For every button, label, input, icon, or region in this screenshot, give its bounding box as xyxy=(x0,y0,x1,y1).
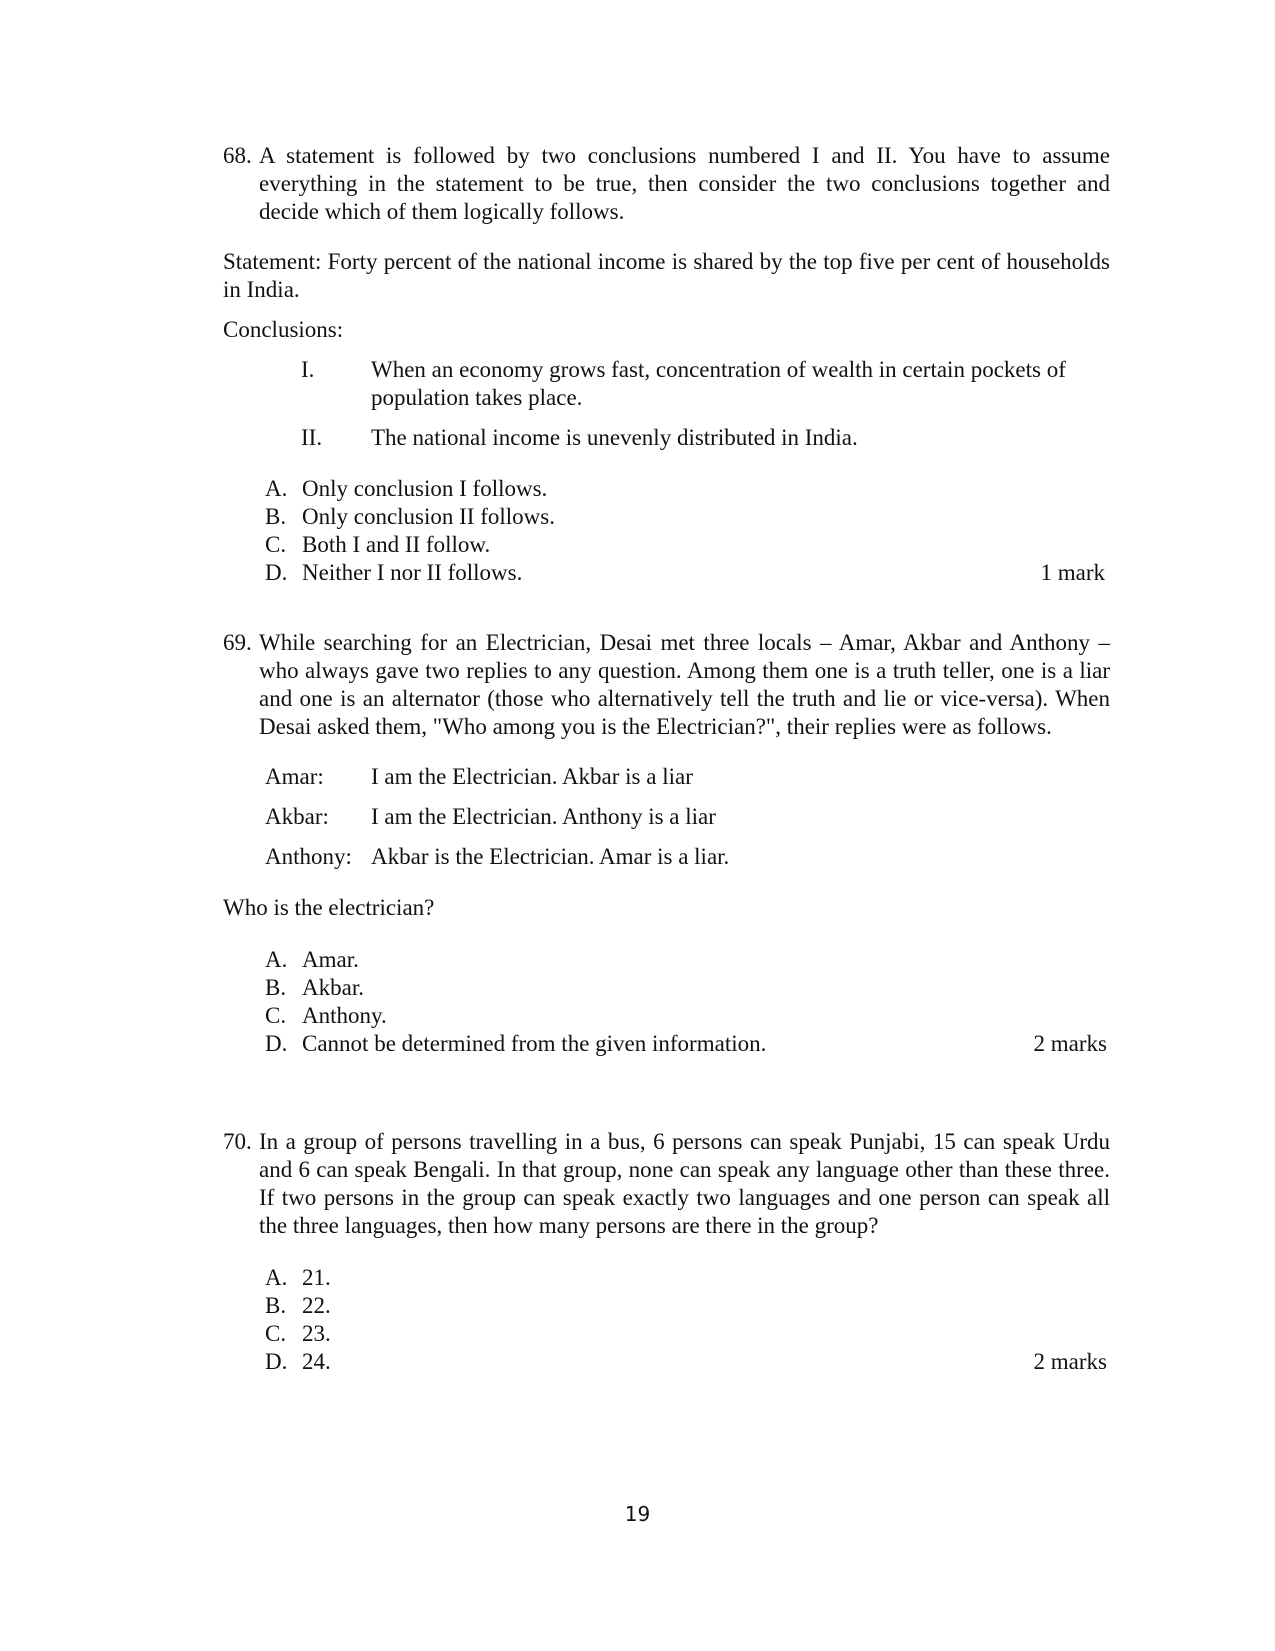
option-b xyxy=(265,1292,1110,1320)
conclusion-text: When an economy grows fast, concentration of wealth in certain pockets of population takes place. xyxy=(371,357,1066,410)
option-text: Only conclusion II follows. xyxy=(302,504,555,529)
option-text: 21. xyxy=(302,1265,331,1290)
option-letter: D. xyxy=(265,560,288,585)
option-text: Cannot be determined from the given information. xyxy=(302,1031,767,1056)
reply-item xyxy=(265,763,1110,791)
question-text: In a group of persons travelling in a bus, 6 persons can speak Punjabi, 15 can speak Urdu and 6 can speak Bengali. In that group, none can speak any language other than these three. If two persons in the group can speak exactly two languages and one person can speak all the three languages, then how many persons are there in the group? xyxy=(259,1129,1110,1238)
marks-label: 1 mark xyxy=(1040,560,1105,585)
marks-label: 2 marks xyxy=(1033,1349,1107,1374)
conclusion-item xyxy=(301,356,1110,412)
options-list xyxy=(223,946,1110,1058)
question-68 xyxy=(223,142,1110,587)
option-text: Both I and II follow. xyxy=(302,532,491,557)
question-69 xyxy=(223,629,1110,1058)
question-70 xyxy=(223,1128,1110,1376)
question-number: 70. xyxy=(223,1129,252,1154)
speaker-name: Akbar: xyxy=(265,804,329,829)
option-d xyxy=(265,559,1110,587)
speaker-reply: Akbar is the Electrician. Amar is a liar. xyxy=(371,844,730,869)
option-letter: A. xyxy=(265,1265,288,1290)
option-d xyxy=(265,1030,1110,1058)
speaker-reply: I am the Electrician. Anthony is a liar xyxy=(371,804,716,829)
option-text: Amar. xyxy=(302,947,359,972)
conclusion-text: The national income is unevenly distributed in India. xyxy=(371,425,858,450)
statement-text: Statement: Forty percent of the national income is shared by the top five per cent of households in India. xyxy=(223,249,1110,302)
option-letter: A. xyxy=(265,947,288,972)
option-letter: C. xyxy=(265,532,287,557)
reply-item xyxy=(265,843,1110,871)
option-a xyxy=(265,946,1110,974)
option-letter: B. xyxy=(265,1293,287,1318)
replies-list xyxy=(223,763,1110,871)
options-list xyxy=(223,475,1110,587)
option-text: Neither I nor II follows. xyxy=(302,560,523,585)
option-d xyxy=(265,1348,1110,1376)
options-list xyxy=(223,1264,1110,1376)
option-c xyxy=(265,1002,1110,1030)
option-letter: D. xyxy=(265,1349,288,1374)
question-stem xyxy=(223,1128,1110,1240)
option-text: 22. xyxy=(302,1293,331,1318)
option-c xyxy=(265,531,1110,559)
question-stem xyxy=(223,142,1110,226)
reply-item xyxy=(265,803,1110,831)
question-stem xyxy=(223,629,1110,741)
conclusion-number: II. xyxy=(301,425,323,450)
question-number: 69. xyxy=(223,630,252,655)
option-letter: A. xyxy=(265,476,288,501)
option-text: 23. xyxy=(302,1321,331,1346)
question-text: While searching for an Electrician, Desai met three locals – Amar, Akbar and Anthony – who always gave two replies to any question. Among them one is a truth teller, one is a liar and one is an alternator (those who alternatively tell the truth and lie or vice-versa). When Desai asked them, "Who among you is the Electrician?", their replies were as follows. xyxy=(259,630,1110,739)
question-text: A statement is followed by two conclusions numbered I and II. You have to assume everything in the statement to be true, then consider the two conclusions together and decide which of them logically follows. xyxy=(259,143,1110,224)
marks-label: 2 marks xyxy=(1033,1031,1107,1056)
conclusions-label: Conclusions: xyxy=(223,317,344,342)
option-letter: D. xyxy=(265,1031,288,1056)
option-c xyxy=(265,1320,1110,1348)
conclusion-item xyxy=(301,424,1110,452)
page-number: 19 xyxy=(624,1502,651,1526)
speaker-reply: I am the Electrician. Akbar is a liar xyxy=(371,764,693,789)
speaker-name: Anthony: xyxy=(265,844,352,869)
option-text: 24. xyxy=(302,1349,331,1374)
option-letter: B. xyxy=(265,975,287,1000)
option-letter: C. xyxy=(265,1003,287,1028)
option-letter: B. xyxy=(265,504,287,529)
question-number: 68. xyxy=(223,143,252,168)
option-a xyxy=(265,475,1110,503)
speaker-name: Amar: xyxy=(265,764,324,789)
option-letter: C. xyxy=(265,1321,287,1346)
option-text: Akbar. xyxy=(302,975,364,1000)
sub-question: Who is the electrician? xyxy=(223,895,435,920)
conclusion-number: I. xyxy=(301,357,315,382)
option-b xyxy=(265,503,1110,531)
option-a xyxy=(265,1264,1110,1292)
option-text: Only conclusion I follows. xyxy=(302,476,548,501)
option-text: Anthony. xyxy=(302,1003,387,1028)
option-b xyxy=(265,974,1110,1002)
